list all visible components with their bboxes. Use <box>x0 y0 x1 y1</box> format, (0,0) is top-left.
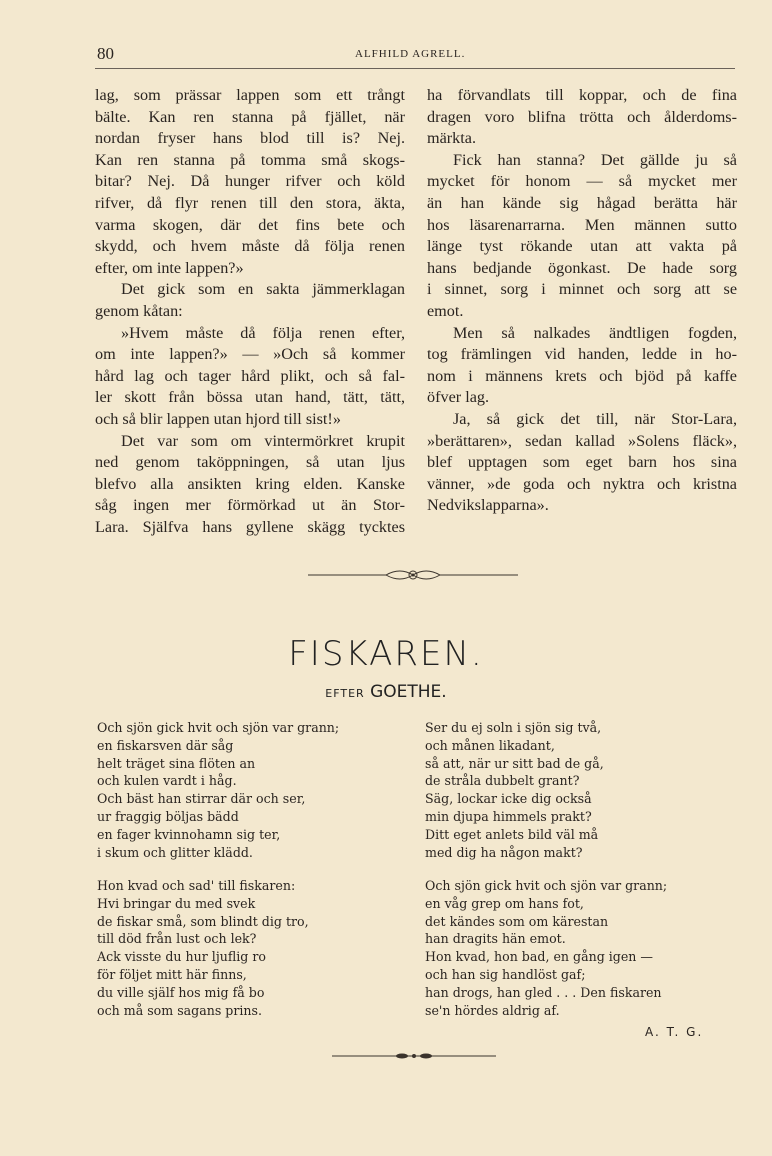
poem-line: en fager kvinnohamn sig ter, <box>97 826 281 842</box>
text-line: emot. <box>427 301 464 320</box>
end-ornament-icon <box>332 1050 496 1062</box>
text-line: än han kände sig hågad berätta här <box>427 193 737 212</box>
poem-line: och må som sagans prins. <box>97 1002 262 1018</box>
text-line: Lara. Själfva hans gyllene skägg tycktes <box>95 517 405 536</box>
left-column <box>95 85 405 538</box>
text-line: Ja, så gick det till, när Stor-Lara, <box>453 409 737 428</box>
text-line: Det gick som en sakta jämmerklagan <box>121 280 405 299</box>
text-line: blef upptagen som eget barn hos sina <box>427 453 737 472</box>
poem-line: en våg grep om hans fot, <box>425 895 584 911</box>
text-line: bitar? Nej. Då hunger rifver och köld <box>95 172 405 191</box>
subtitle-author: GOETHE. <box>370 682 447 702</box>
poem-line: och kulen vardt i håg. <box>97 773 237 789</box>
poem-line: med dig ha någon makt? <box>425 844 583 860</box>
poem-line: Och sjön gick hvit och sjön var grann; <box>425 878 668 893</box>
poem-line: en fiskarsven där såg <box>97 737 234 753</box>
ornament-divider-icon <box>308 566 518 584</box>
poem-stanza <box>97 719 339 861</box>
poem-subtitle <box>0 682 772 702</box>
text-line: ler skott från bössa utan hand, tätt, tätt, <box>95 388 405 407</box>
poem-line: han drogs, han gled . . . Den fiskaren <box>425 984 662 1000</box>
poem-line: ur fraggig böljas bädd <box>97 808 239 824</box>
text-line: Det var som om vintermörkret krupit <box>121 431 405 450</box>
text-line: blefvo alla ansikten kring elden. Kanske <box>95 474 405 493</box>
poem-line: Och bäst han stirrar där och ser, <box>97 791 306 807</box>
page-number: 80 <box>97 44 114 63</box>
text-line: märkta. <box>427 129 476 148</box>
poem-line: Säg, lockar icke dig också <box>425 791 592 807</box>
poem-line: min djupa himmels prakt? <box>425 808 592 824</box>
text-line: Nedvikslapparna». <box>427 496 549 515</box>
poem-line: så att, när ur sitt bad de gå, <box>425 755 604 771</box>
poem-line: Ser du ej soln i sjön sig två, <box>425 720 602 735</box>
text-line: vänner, »de goda och nyktra och kristna <box>427 474 737 493</box>
text-line: nom i männens krets och bjöd på kaffe <box>427 366 737 385</box>
poem-line: de fiskar små, som blindt dig tro, <box>97 913 309 929</box>
text-line: och så blir lappen utan hjord till sist!» <box>95 409 341 428</box>
text-line: »berättaren», sedan kallad »Solens fläck», <box>427 431 737 450</box>
text-line: nordan fryser hans blod till is? Nej. <box>95 129 405 148</box>
text-line: i sinnet, sorg i minnet och sorg att se <box>427 280 737 299</box>
text-line: såg ingen mer förmörkad ut än Stor- <box>95 496 405 515</box>
text-line: hård lag och tager hård plikt, och så fal- <box>95 366 405 385</box>
text-line: bälte. Kan ren stanna på fjället, när <box>95 107 405 126</box>
text-line: ha förvandlats till koppar, och de fina <box>427 86 737 104</box>
signature: A. T. G. <box>645 1025 704 1039</box>
poem-line: i skum och glitter klädd. <box>97 844 253 860</box>
text-line: dragen voro blifna trötta och ålderdoms- <box>427 107 737 126</box>
text-line: Fick han stanna? Det gällde ju så <box>453 150 737 169</box>
text-line: öfver lag. <box>427 388 490 407</box>
text-line: mycket för honom — så mycket mer <box>427 172 737 191</box>
poem-stanza <box>425 877 667 1019</box>
poem-line: Hon kvad och sad' till fiskaren: <box>97 878 296 893</box>
text-line: efter, om inte lappen?» <box>95 258 244 277</box>
subtitle-prefix: EFTER <box>325 687 365 700</box>
poem-line: och månen likadant, <box>425 737 555 753</box>
text-line: hans bedjande ögonkast. De hade sorg <box>427 258 737 277</box>
poem-line: det kändes som om kärestan <box>425 913 609 929</box>
text-line: skydd, och hvem måste då följa renen <box>95 237 405 256</box>
poem-line: helt träget sina flöten an <box>97 755 256 771</box>
text-line: genom kåtan: <box>95 301 183 320</box>
text-line: varma skogen, där det fins bete och <box>95 215 405 234</box>
text-line: ned genom taköppningen, så utan ljus <box>95 453 405 472</box>
poem-line: Ack visste du hur ljuflig ro <box>97 949 266 965</box>
poem-line: de stråla dubbelt grant? <box>425 773 580 789</box>
poem-line: Ditt eget anlets bild väl må <box>425 826 599 842</box>
poem-line: för följet mitt här finns, <box>97 966 247 982</box>
poem-line: Och sjön gick hvit och sjön var grann; <box>97 720 340 735</box>
text-line: Men så nalkades ändtligen fogden, <box>453 323 737 342</box>
poem-stanza <box>425 719 604 861</box>
text-line: Kan ren stanna på tomma små skogs- <box>95 150 405 169</box>
poem-line: och han sig handlöst gaf; <box>425 966 586 982</box>
text-line: om inte lappen?» — »Och så kommer <box>95 345 405 364</box>
header-rule <box>95 68 735 69</box>
poem-line: se'n hördes aldrig af. <box>425 1002 560 1018</box>
text-line: tog främlingen vid handen, ledde in ho- <box>427 345 737 364</box>
poem-stanza <box>97 877 309 1019</box>
text-line: rifver, då flyr renen till den stora, äkta, <box>95 193 405 212</box>
running-title: ALFHILD AGRELL. <box>355 48 466 60</box>
poem-title: FISKAREN. <box>288 634 484 674</box>
poem-line: Hvi bringar du med svek <box>97 895 256 911</box>
right-column <box>427 85 737 517</box>
text-line: länge tyst rökande utan att vakta på <box>427 237 737 256</box>
text-line: »Hvem måste då följa renen efter, <box>121 323 405 342</box>
text-line: hos läsarenarrarna. Men männen sutto <box>427 215 737 234</box>
text-line: lag, som prässar lappen som ett trångt <box>95 86 405 104</box>
poem-line: han dragits hän emot. <box>425 931 566 947</box>
poem-line: du ville själf hos mig få bo <box>97 984 265 1000</box>
poem-line: Hon kvad, hon bad, en gång igen — <box>425 949 654 965</box>
poem-line: till död från lust och lek? <box>97 931 257 947</box>
